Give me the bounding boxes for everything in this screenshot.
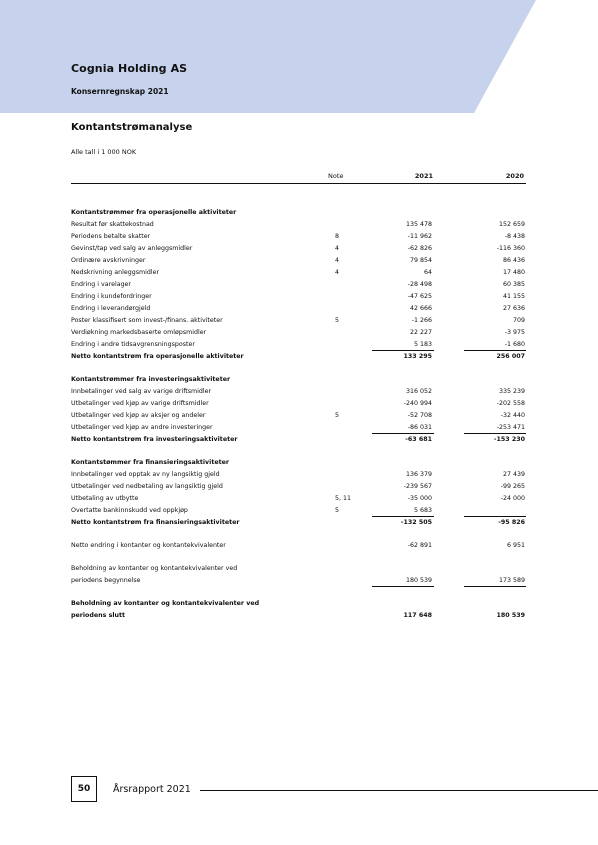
row-value-2021: 42 666 <box>409 305 432 312</box>
row-label: Innbetalinger ved opptak av ny langsiktig gjeld <box>71 471 220 478</box>
footer-title: Årsrapport 2021 <box>113 784 191 795</box>
row-value-2020: 27 439 <box>502 471 525 478</box>
row-note: 5 <box>335 507 340 514</box>
row-label: Endring i kundefordringer <box>71 293 152 300</box>
row-value-2021: -11 962 <box>407 233 432 240</box>
row-value-2021: -132 505 <box>400 519 432 526</box>
table-row <box>71 540 526 552</box>
table-row <box>71 315 526 327</box>
row-label: periodens begynnelse <box>71 577 141 584</box>
row-value-2020: 152 659 <box>498 221 525 228</box>
row-note: 5 <box>335 412 340 419</box>
row-value-2020: -24 000 <box>500 495 525 502</box>
row-value-2021: -63 681 <box>405 436 432 443</box>
row-value-2020: -32 440 <box>500 412 525 419</box>
row-spacer <box>71 363 526 374</box>
table-row <box>71 398 526 410</box>
table-row <box>71 575 526 587</box>
footer-divider <box>200 790 598 791</box>
row-value-2020: -1 680 <box>504 341 525 348</box>
report-subtitle: Konsernregnskap 2021 <box>71 87 169 96</box>
table-row <box>71 410 526 422</box>
row-note: 5 <box>335 317 340 324</box>
row-label: Utbetalinger ved kjøp av aksjer og andeler <box>71 412 206 419</box>
row-label: Verdiøkning markedsbaserte omløpsmidler <box>71 329 207 336</box>
row-value-2020: -95 826 <box>498 519 525 526</box>
page-title: Kontantstrømanalyse <box>71 122 193 133</box>
row-value-2020: 335 239 <box>498 388 525 395</box>
row-value-2021: -1 266 <box>411 317 432 324</box>
row-value-2021: -86 031 <box>407 424 432 431</box>
page-number: 50 <box>71 776 97 802</box>
row-value-2020: 709 <box>512 317 525 324</box>
row-value-2020: 86 436 <box>502 257 525 264</box>
table-row <box>71 267 526 279</box>
table-row <box>71 434 526 446</box>
row-label: Endring i andre tidsavgrensningsposter <box>71 341 195 348</box>
table-row <box>71 279 526 291</box>
row-label: Kontantstrømmer fra investeringsaktiviteter <box>71 376 231 383</box>
row-label: Innbetalinger ved salg av varige driftsmidler <box>71 388 212 395</box>
row-value-2020: -8 438 <box>504 233 525 240</box>
row-value-2020: 256 007 <box>496 353 525 360</box>
row-label: periodens slutt <box>71 612 125 619</box>
table-row <box>71 422 526 434</box>
row-label: Utbetalinger ved nedbetaling av langsiktig gjeld <box>71 483 223 490</box>
column-header-2021: 2021 <box>414 172 433 180</box>
table-row <box>71 339 526 351</box>
row-label: Endring i leverandørgjeld <box>71 305 151 312</box>
row-value-2020: -116 360 <box>496 245 525 252</box>
row-label: Utbetaling av utbytte <box>71 495 139 502</box>
table-row <box>71 351 526 363</box>
row-value-2020: 173 589 <box>498 577 525 584</box>
row-value-2020: 60 385 <box>502 281 525 288</box>
row-spacer <box>71 529 526 540</box>
table-row <box>71 207 526 219</box>
row-value-2020: -99 265 <box>500 483 525 490</box>
row-label: Netto endring i kontanter og kontantekvivalenter <box>71 542 226 549</box>
table-row <box>71 505 526 517</box>
row-value-2020: -202 558 <box>496 400 525 407</box>
row-label: Ordinære avskrivninger <box>71 257 146 264</box>
row-value-2021: 316 052 <box>405 388 432 395</box>
row-label: Utbetalinger ved kjøp av andre investeringer <box>71 424 213 431</box>
table-row <box>71 481 526 493</box>
row-value-2021: 64 <box>423 269 432 276</box>
column-header-2020: 2020 <box>505 172 524 180</box>
table-row <box>71 291 526 303</box>
row-label: Overtatte bankinnskudd ved oppkjøp <box>71 507 188 514</box>
row-label: Netto kontantstrøm fra finansieringsaktiviteter <box>71 519 240 526</box>
row-label: Resultat før skattekostnad <box>71 221 154 228</box>
header-divider <box>71 183 526 184</box>
row-value-2021: -28 498 <box>407 281 432 288</box>
table-row <box>71 493 526 505</box>
row-label: Poster klassifisert som invest-/finans. aktiviteter <box>71 317 223 324</box>
company-name: Cognia Holding AS <box>71 62 188 75</box>
row-value-2020: -3 975 <box>504 329 525 336</box>
table-row <box>71 469 526 481</box>
table-row <box>71 374 526 386</box>
table-row <box>71 243 526 255</box>
row-label: Netto kontantstrøm fra operasjonelle aktiviteter <box>71 353 244 360</box>
table-row <box>71 563 526 575</box>
row-note: 4 <box>335 269 340 276</box>
row-value-2021: 5 683 <box>413 507 432 514</box>
row-value-2020: 27 636 <box>502 305 525 312</box>
table-row <box>71 327 526 339</box>
header-banner <box>0 0 598 113</box>
table-row <box>71 231 526 243</box>
row-value-2020: -253 471 <box>496 424 525 431</box>
row-label: Periodens betalte skatter <box>71 233 151 240</box>
row-value-2020: 180 539 <box>496 612 525 619</box>
row-label: Kontantstrømmer fra operasjonelle aktiviteter <box>71 209 237 216</box>
row-value-2020: -153 230 <box>493 436 525 443</box>
row-value-2021: -47 625 <box>407 293 432 300</box>
row-spacer <box>71 587 526 598</box>
table-row <box>71 219 526 231</box>
row-value-2021: -62 891 <box>407 542 432 549</box>
row-note: 4 <box>335 245 340 252</box>
column-header-note: Note <box>328 172 344 180</box>
row-value-2020: 6 951 <box>506 542 525 549</box>
row-value-2021: 22 227 <box>409 329 432 336</box>
table-row <box>71 457 526 469</box>
row-note: 8 <box>335 233 340 240</box>
row-value-2021: -62 826 <box>407 245 432 252</box>
row-value-2021: 133 295 <box>403 353 432 360</box>
row-value-2021: 5 183 <box>413 341 432 348</box>
row-value-2021: -240 994 <box>403 400 432 407</box>
row-label: Beholdning av kontanter og kontantekvivalenter ved <box>71 565 238 572</box>
row-label: Kontantstømmer fra finansieringsaktiviteter <box>71 459 229 466</box>
row-note: 5, 11 <box>335 495 352 502</box>
row-label: Endring i varelager <box>71 281 132 288</box>
table-row <box>71 517 526 529</box>
cash-flow-table <box>71 207 526 622</box>
row-value-2021: -35 000 <box>407 495 432 502</box>
row-label: Beholdning av kontanter og kontantekvivalenter ved <box>71 600 260 607</box>
table-row <box>71 610 526 622</box>
units-note: Alle tall i 1 000 NOK <box>71 148 137 156</box>
row-value-2020: 17 480 <box>502 269 525 276</box>
row-value-2020: 41 155 <box>502 293 525 300</box>
table-row <box>71 386 526 398</box>
row-value-2021: 117 648 <box>403 612 432 619</box>
row-value-2021: 180 539 <box>405 577 432 584</box>
row-label: Nedskrivning anleggsmidler <box>71 269 160 276</box>
row-label: Gevinst/tap ved salg av anleggsmidler <box>71 245 193 252</box>
row-value-2021: -52 708 <box>407 412 432 419</box>
row-value-2021: 135 478 <box>405 221 432 228</box>
table-row <box>71 303 526 315</box>
row-label: Utbetalinger ved kjøp av varige driftsmidler <box>71 400 209 407</box>
table-row <box>71 255 526 267</box>
table-row <box>71 598 526 610</box>
row-value-2021: 79 854 <box>409 257 432 264</box>
row-spacer <box>71 552 526 563</box>
row-note: 4 <box>335 257 340 264</box>
row-value-2021: -239 567 <box>403 483 432 490</box>
row-spacer <box>71 446 526 457</box>
row-value-2021: 136 379 <box>405 471 432 478</box>
row-label: Netto kontantstrøm fra investeringsaktiviteter <box>71 436 238 443</box>
